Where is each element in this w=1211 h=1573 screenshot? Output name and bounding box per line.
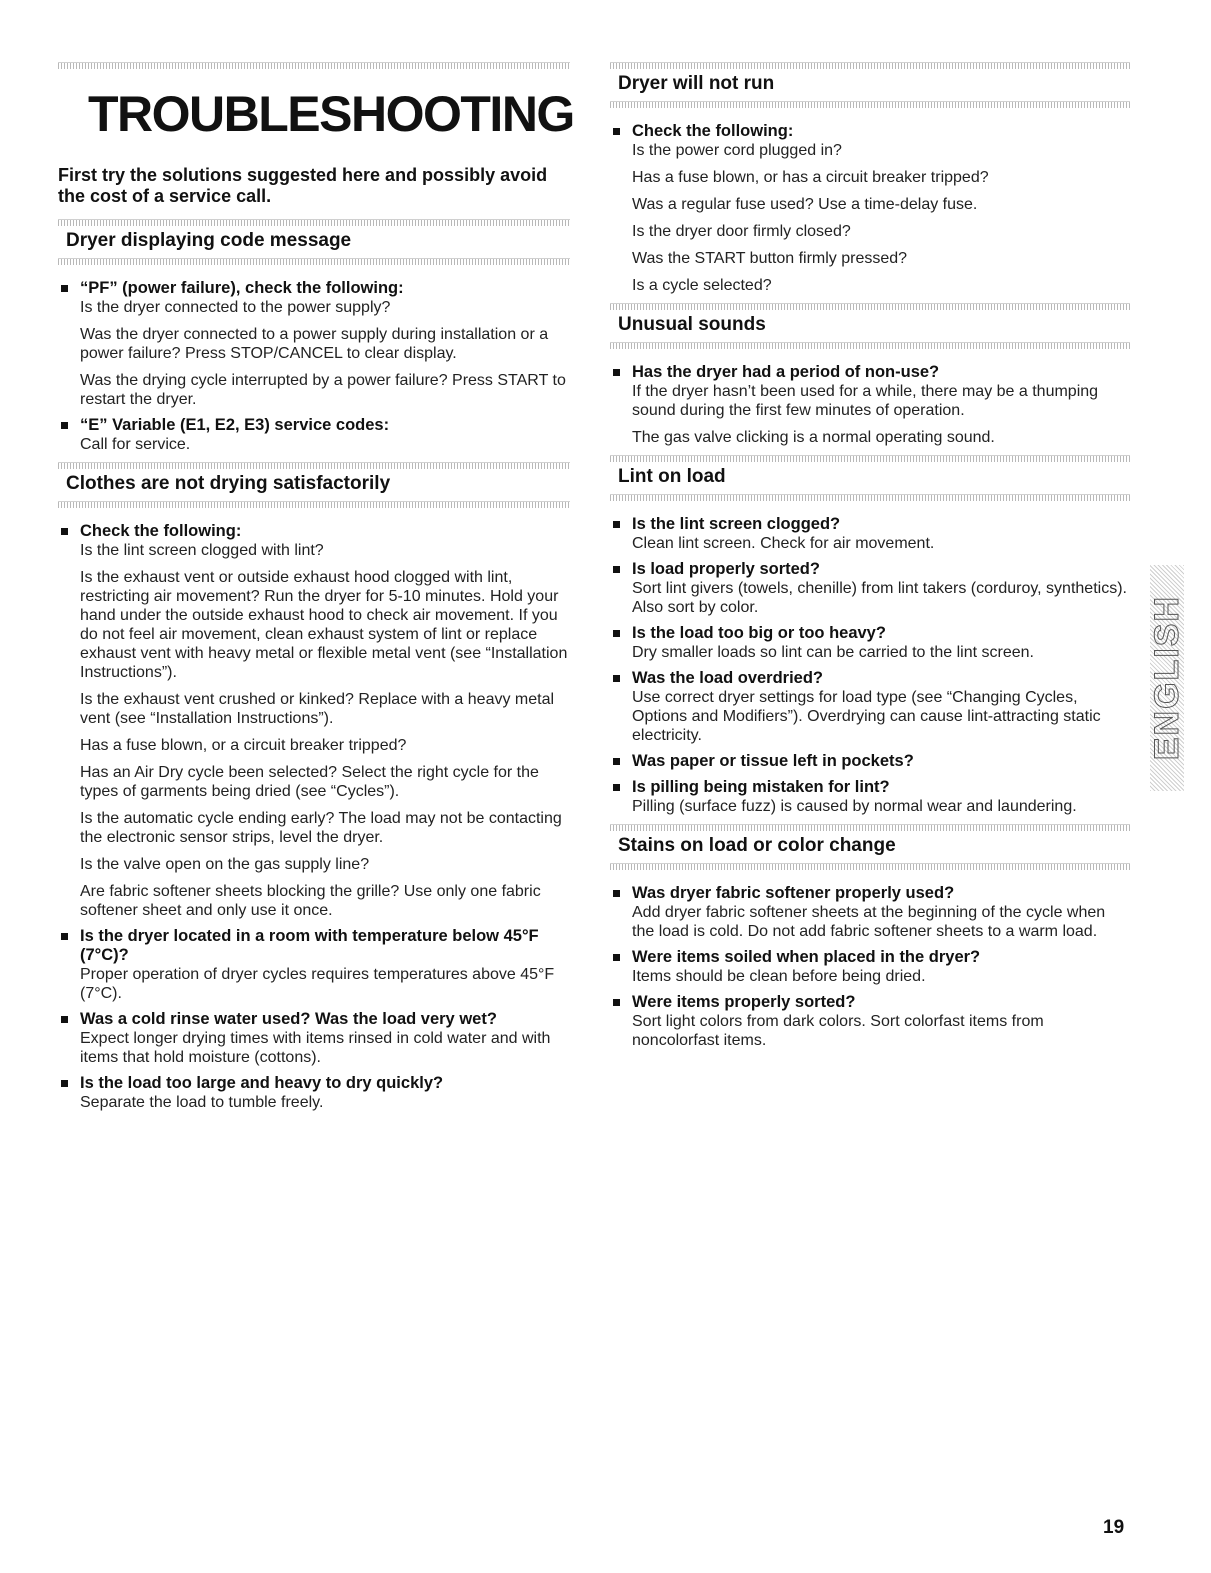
section-heading: Lint on load: [618, 466, 726, 487]
solution-text: Are fabric softener sheets blocking the grille? Use only one fabric softener sheet and only use it once.: [80, 883, 541, 919]
problem-heading: Is pilling being mistaken for lint?: [632, 778, 890, 796]
section-heading: Dryer will not run: [618, 73, 775, 94]
solution-text: Is the power cord plugged in?: [632, 142, 842, 159]
bullet-square-icon: [613, 630, 620, 637]
problem-item: [610, 363, 1130, 447]
solution-text: If the dryer hasn’t been used for a while, there may be a thumping sound during the first few minutes of operation.: [632, 383, 1099, 419]
problem-heading: Is the load too large and heavy to dry quickly?: [80, 1074, 444, 1092]
solution-text: Has a fuse blown, or has a circuit breaker tripped?: [632, 169, 989, 186]
solution-text: Was the drying cycle interrupted by a power failure? Press START to restart the dryer.: [80, 372, 566, 408]
section-items: [610, 108, 1130, 295]
solution-text: Sort lint givers (towels, chenille) from lint takers (corduroy, synthetics). Also sort by color.: [632, 580, 1127, 616]
solution-text: Dry smaller loads so lint can be carried to the lint screen.: [632, 644, 1034, 661]
solution-text: Use correct dryer settings for load type (see “Changing Cycles, Options and Modifiers”). Overdrying can cause lint-attracting static electricity.: [632, 689, 1101, 744]
section-rule-top: [58, 462, 570, 469]
intro-text: First try the solutions suggested here and possibly avoid the cost of a service call.: [58, 165, 548, 206]
problem-item: [610, 624, 1130, 662]
section-rule-top: [58, 219, 570, 226]
problem-item: [610, 752, 1130, 771]
solution-text: The gas valve clicking is a normal operating sound.: [632, 429, 995, 446]
problem-heading: Is the dryer located in a room with temperature below 45°F (7°C)?: [80, 927, 539, 964]
solution-text: Expect longer drying times with items rinsed in cold water and with items that hold moisture (cottons).: [80, 1030, 551, 1066]
problem-item: [610, 948, 1130, 986]
page-number: 19: [1103, 1517, 1125, 1538]
solution-text: Call for service.: [80, 436, 191, 453]
section-items: [58, 265, 570, 454]
problem-heading: Check the following:: [632, 122, 794, 140]
bullet-square-icon: [61, 933, 68, 940]
solution-text: Is the dryer door firmly closed?: [632, 223, 851, 240]
solution-text: Is the exhaust vent crushed or kinked? Replace with a heavy metal vent (see “Installation Instructions”).: [80, 691, 555, 727]
problem-heading: Check the following:: [80, 522, 242, 540]
bullet-square-icon: [613, 954, 620, 961]
problem-heading: Has the dryer had a period of non-use?: [632, 363, 940, 381]
problem-item: [58, 1010, 570, 1067]
problem-heading: Was dryer fabric softener properly used?: [632, 884, 955, 902]
bullet-square-icon: [61, 422, 68, 429]
section-heading: Clothes are not drying satisfactorily: [66, 473, 391, 494]
problem-item: [610, 884, 1130, 941]
solution-text: Was a regular fuse used? Use a time-delay fuse.: [632, 196, 978, 213]
solution-text: Separate the load to tumble freely.: [80, 1094, 324, 1111]
problem-item: [58, 1074, 570, 1112]
troubleshooting-section: [610, 824, 1130, 1050]
problem-item: [610, 560, 1130, 617]
bullet-square-icon: [613, 521, 620, 528]
troubleshooting-section: [58, 219, 570, 454]
problem-item: [610, 669, 1130, 745]
section-rule-bottom: [58, 258, 570, 265]
section-heading: Dryer displaying code message: [66, 230, 352, 251]
section-items: [610, 501, 1130, 816]
problem-heading: Was paper or tissue left in pockets?: [632, 752, 914, 770]
problem-item: [610, 778, 1130, 816]
solution-text: Is the automatic cycle ending early? The load may not be contacting the electronic sensor strips, level the dryer.: [80, 810, 562, 846]
section-rule-bottom: [610, 342, 1130, 349]
bullet-square-icon: [61, 528, 68, 535]
problem-item: [58, 279, 570, 409]
section-rule-top: [610, 455, 1130, 462]
troubleshooting-section: [58, 462, 570, 1112]
bullet-square-icon: [613, 784, 620, 791]
bullet-square-icon: [613, 369, 620, 376]
section-rule-top: [610, 824, 1130, 831]
troubleshooting-section: [610, 62, 1130, 295]
section-items: [58, 508, 570, 1112]
section-rule-top: [610, 303, 1130, 310]
bullet-square-icon: [613, 566, 620, 573]
section-rule-bottom: [610, 494, 1130, 501]
problem-item: [610, 515, 1130, 553]
bullet-square-icon: [613, 999, 620, 1006]
problem-heading: Was the load overdried?: [632, 669, 824, 687]
solution-text: Sort light colors from dark colors. Sort colorfast items from noncolorfast items.: [632, 1013, 1044, 1049]
solution-text: Is the exhaust vent or outside exhaust hood clogged with lint, restricting air movement? Run the dryer for 5-10 minutes. Hold your hand under the outside exhaust hood to check air movement. If you do not feel air movement, clean exhaust system of lint or replace exhaust vent with heavy metal or flexible metal vent (see “Installation Instructions”).: [80, 569, 568, 681]
problem-item: [58, 522, 570, 920]
problem-heading: Is the load too big or too heavy?: [632, 624, 886, 642]
solution-text: Is the dryer connected to the power supply?: [80, 299, 391, 316]
problem-item: [610, 993, 1130, 1050]
bullet-square-icon: [613, 758, 620, 765]
solution-text: Was the START button firmly pressed?: [632, 250, 908, 267]
section-items: [610, 870, 1130, 1050]
language-side-tab-label: ENGLISH: [1147, 595, 1186, 761]
section-rule-bottom: [610, 101, 1130, 108]
language-side-tab: [1147, 565, 1186, 791]
problem-heading: Is the lint screen clogged?: [632, 515, 841, 533]
problem-item: [58, 416, 570, 454]
right-sections: [610, 62, 1130, 1050]
solution-text: Is a cycle selected?: [632, 277, 772, 294]
section-rule-top: [610, 62, 1130, 69]
problem-heading: Were items soiled when placed in the dryer?: [632, 948, 981, 966]
section-heading: Unusual sounds: [618, 314, 766, 335]
problem-heading: Were items properly sorted?: [632, 993, 856, 1011]
bullet-square-icon: [613, 675, 620, 682]
right-column: [610, 62, 1130, 1058]
solution-text: Clean lint screen. Check for air movement.: [632, 535, 935, 552]
bullet-square-icon: [61, 1016, 68, 1023]
problem-heading: Is load properly sorted?: [632, 560, 820, 578]
top-rule: [58, 62, 570, 69]
section-items: [610, 349, 1130, 447]
bullet-square-icon: [61, 285, 68, 292]
problem-heading: “PF” (power failure), check the following:: [80, 279, 404, 297]
troubleshooting-section: [610, 303, 1130, 447]
solution-text: Is the lint screen clogged with lint?: [80, 542, 324, 559]
section-rule-bottom: [58, 501, 570, 508]
section-rule-bottom: [610, 863, 1130, 870]
bullet-square-icon: [613, 890, 620, 897]
solution-text: Has an Air Dry cycle been selected? Select the right cycle for the types of garments being dried (see “Cycles”).: [80, 764, 539, 800]
solution-text: Pilling (surface fuzz) is caused by normal wear and laundering.: [632, 798, 1077, 815]
solution-text: Items should be clean before being dried.: [632, 968, 926, 985]
section-heading: Stains on load or color change: [618, 835, 896, 856]
solution-text: Is the valve open on the gas supply line?: [80, 856, 370, 873]
problem-heading: “E” Variable (E1, E2, E3) service codes:: [80, 416, 390, 434]
troubleshooting-section: [610, 455, 1130, 816]
left-column: [58, 62, 574, 1120]
bullet-square-icon: [613, 128, 620, 135]
problem-item: [58, 927, 570, 1003]
bullet-square-icon: [61, 1080, 68, 1087]
solution-text: Was the dryer connected to a power supply during installation or a power failure? Press STOP/CANCEL to clear display.: [80, 326, 549, 362]
problem-item: [610, 122, 1130, 295]
solution-text: Has a fuse blown, or a circuit breaker tripped?: [80, 737, 407, 754]
solution-text: Add dryer fabric softener sheets at the beginning of the cycle when the load is cold. Do not add fabric softener sheets to a warm load.: [632, 904, 1106, 940]
left-sections: [58, 219, 570, 1112]
page-title: TROUBLESHOOTING: [88, 86, 574, 142]
problem-heading: Was a cold rinse water used? Was the load very wet?: [80, 1010, 497, 1028]
solution-text: Proper operation of dryer cycles requires temperatures above 45°F (7°C).: [80, 966, 555, 1002]
